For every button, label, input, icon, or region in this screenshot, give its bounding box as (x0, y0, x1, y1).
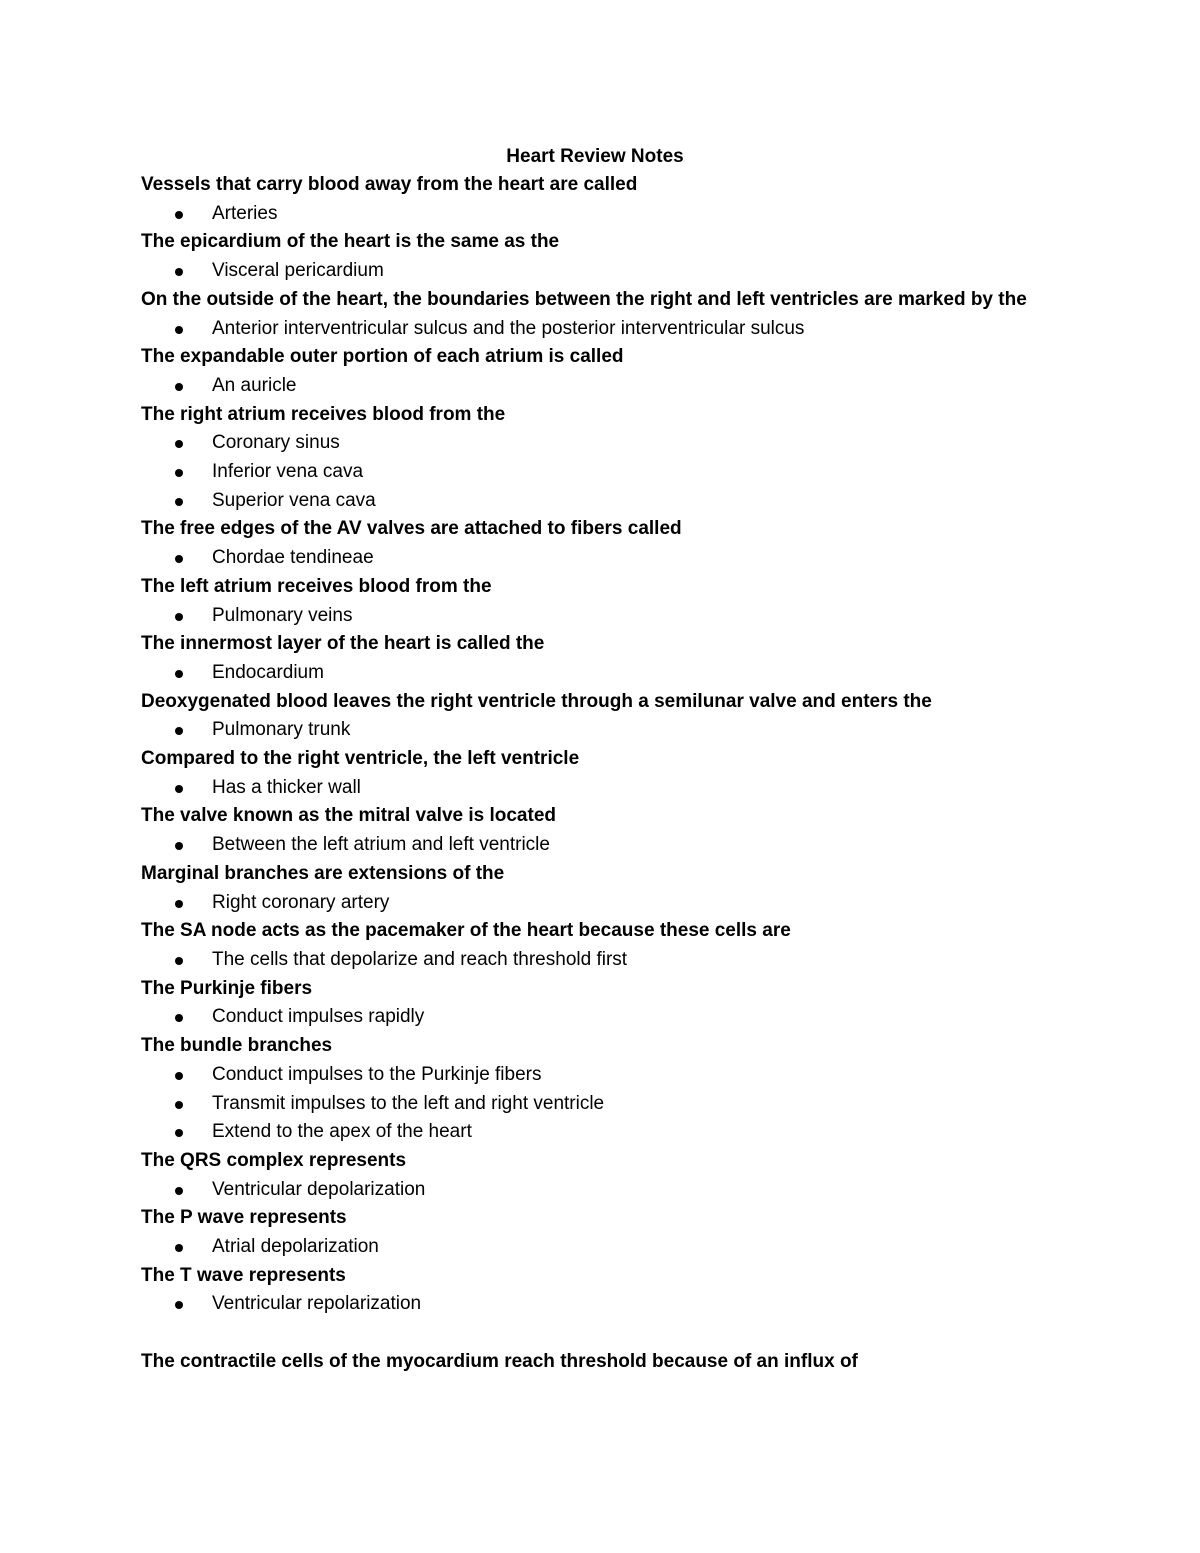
answer-text: Visceral pericardium (212, 260, 384, 282)
qa-list (141, 171, 1061, 1319)
bullet-icon (175, 670, 183, 678)
bullet-icon (175, 613, 183, 621)
answer-list-item (141, 889, 1061, 918)
answer-text: Endocardium (212, 661, 324, 683)
question-text: Vessels that carry blood away from the heart are called (141, 174, 638, 195)
bullet-icon (175, 1244, 183, 1252)
answer-list-item (141, 1176, 1061, 1205)
answer-text: Pulmonary trunk (212, 719, 351, 741)
answer-text: Conduct impulses to the Purkinje fibers (212, 1063, 542, 1085)
answer-list-item (141, 257, 1061, 286)
answer-list-item (141, 1118, 1061, 1147)
question-text: The P wave represents (141, 1207, 347, 1229)
answer-list-item (141, 1003, 1061, 1032)
answer-list-item (141, 946, 1061, 975)
bullet-icon (175, 469, 183, 477)
question-text: On the outside of the heart, the boundaries between the right and left ventricles are marked by the (141, 288, 1027, 310)
question-text: Marginal branches are extensions of the (141, 862, 505, 884)
question-text: The QRS complex represents (141, 1149, 407, 1171)
answer-text: Pulmonary veins (212, 604, 353, 626)
answer-list-item (141, 372, 1061, 401)
question-text: The innermost layer of the heart is called the (141, 633, 545, 655)
answer-text: The cells that depolarize and reach threshold first (212, 948, 628, 970)
answer-list-item (141, 831, 1061, 860)
bullet-icon (175, 211, 183, 219)
answer-list-item (141, 487, 1061, 516)
answer-list-item (141, 544, 1061, 573)
answer-list-item (141, 602, 1061, 631)
bullet-icon (175, 1101, 183, 1109)
answer-text: Atrial depolarization (212, 1236, 379, 1258)
bullet-icon (175, 900, 183, 908)
question-text: The epicardium of the heart is the same as the (141, 231, 560, 253)
answer-list-item (141, 1061, 1061, 1090)
answer-text: An auricle (212, 374, 297, 396)
question-text: The right atrium receives blood from the (141, 403, 506, 425)
bullet-icon (175, 1187, 183, 1195)
answer-list-item (141, 716, 1061, 745)
bullet-icon (175, 727, 183, 735)
bullet-icon (175, 957, 183, 965)
answer-text: Inferior vena cava (212, 461, 364, 483)
question-text: The valve known as the mitral valve is located (141, 805, 557, 827)
question-text: The T wave represents (141, 1264, 346, 1286)
answer-list-item (141, 1290, 1061, 1319)
question-text: The left atrium receives blood from the (141, 575, 492, 597)
bullet-icon (175, 1014, 183, 1022)
bullet-icon (175, 555, 183, 563)
answer-text: Transmit impulses to the left and right ventricle (212, 1092, 605, 1114)
question-text: Compared to the right ventricle, the left ventricle (141, 748, 580, 770)
blank-line (141, 1319, 1061, 1348)
answer-text: Superior vena cava (212, 489, 376, 511)
answer-list-item (141, 1090, 1061, 1119)
answer-text: Coronary sinus (212, 432, 340, 454)
answer-text: Between the left atrium and left ventricle (212, 834, 550, 856)
answer-list-item (141, 1233, 1061, 1262)
bullet-icon (175, 785, 183, 793)
question-text: The bundle branches (141, 1035, 333, 1057)
bullet-icon (175, 326, 183, 334)
question-text: The expandable outer portion of each atrium is called (141, 346, 624, 368)
bullet-icon (175, 1072, 183, 1080)
answer-list-item (141, 659, 1061, 688)
final-question: The contractile cells of the myocardium reach threshold because of an influx of (141, 1351, 858, 1373)
answer-text: Chordae tendineae (212, 547, 374, 569)
answer-list-item (141, 458, 1061, 487)
bullet-icon (175, 1301, 183, 1309)
answer-text: Extend to the apex of the heart (212, 1121, 472, 1143)
question-text: The Purkinje fibers (141, 977, 313, 999)
document-content (141, 143, 1061, 1377)
answer-text: Has a thicker wall (212, 776, 361, 798)
bullet-icon (175, 498, 183, 506)
bullet-icon (175, 842, 183, 850)
answer-text: Anterior interventricular sulcus and the posterior interventricular sulcus (212, 317, 805, 339)
bullet-icon (175, 268, 183, 276)
bullet-icon (175, 440, 183, 448)
answer-text: Right coronary artery (212, 891, 390, 913)
question-text: The free edges of the AV valves are attached to fibers called (141, 518, 682, 540)
answer-list-item (141, 315, 1061, 344)
answer-list-item (141, 200, 1061, 229)
answer-list-item (141, 774, 1061, 803)
answer-text: Ventricular depolarization (212, 1178, 426, 1200)
question-text: Deoxygenated blood leaves the right ventricle through a semilunar valve and enters the (141, 690, 932, 712)
bullet-icon (175, 1129, 183, 1137)
answer-text: Conduct impulses rapidly (212, 1006, 425, 1028)
answer-text: Ventricular repolarization (212, 1293, 422, 1315)
question-text: The SA node acts as the pacemaker of the heart because these cells are (141, 920, 791, 942)
answer-list-item (141, 429, 1061, 458)
answer-text: Arteries (212, 202, 278, 224)
document-title: Heart Review Notes (506, 146, 684, 167)
bullet-icon (175, 383, 183, 391)
